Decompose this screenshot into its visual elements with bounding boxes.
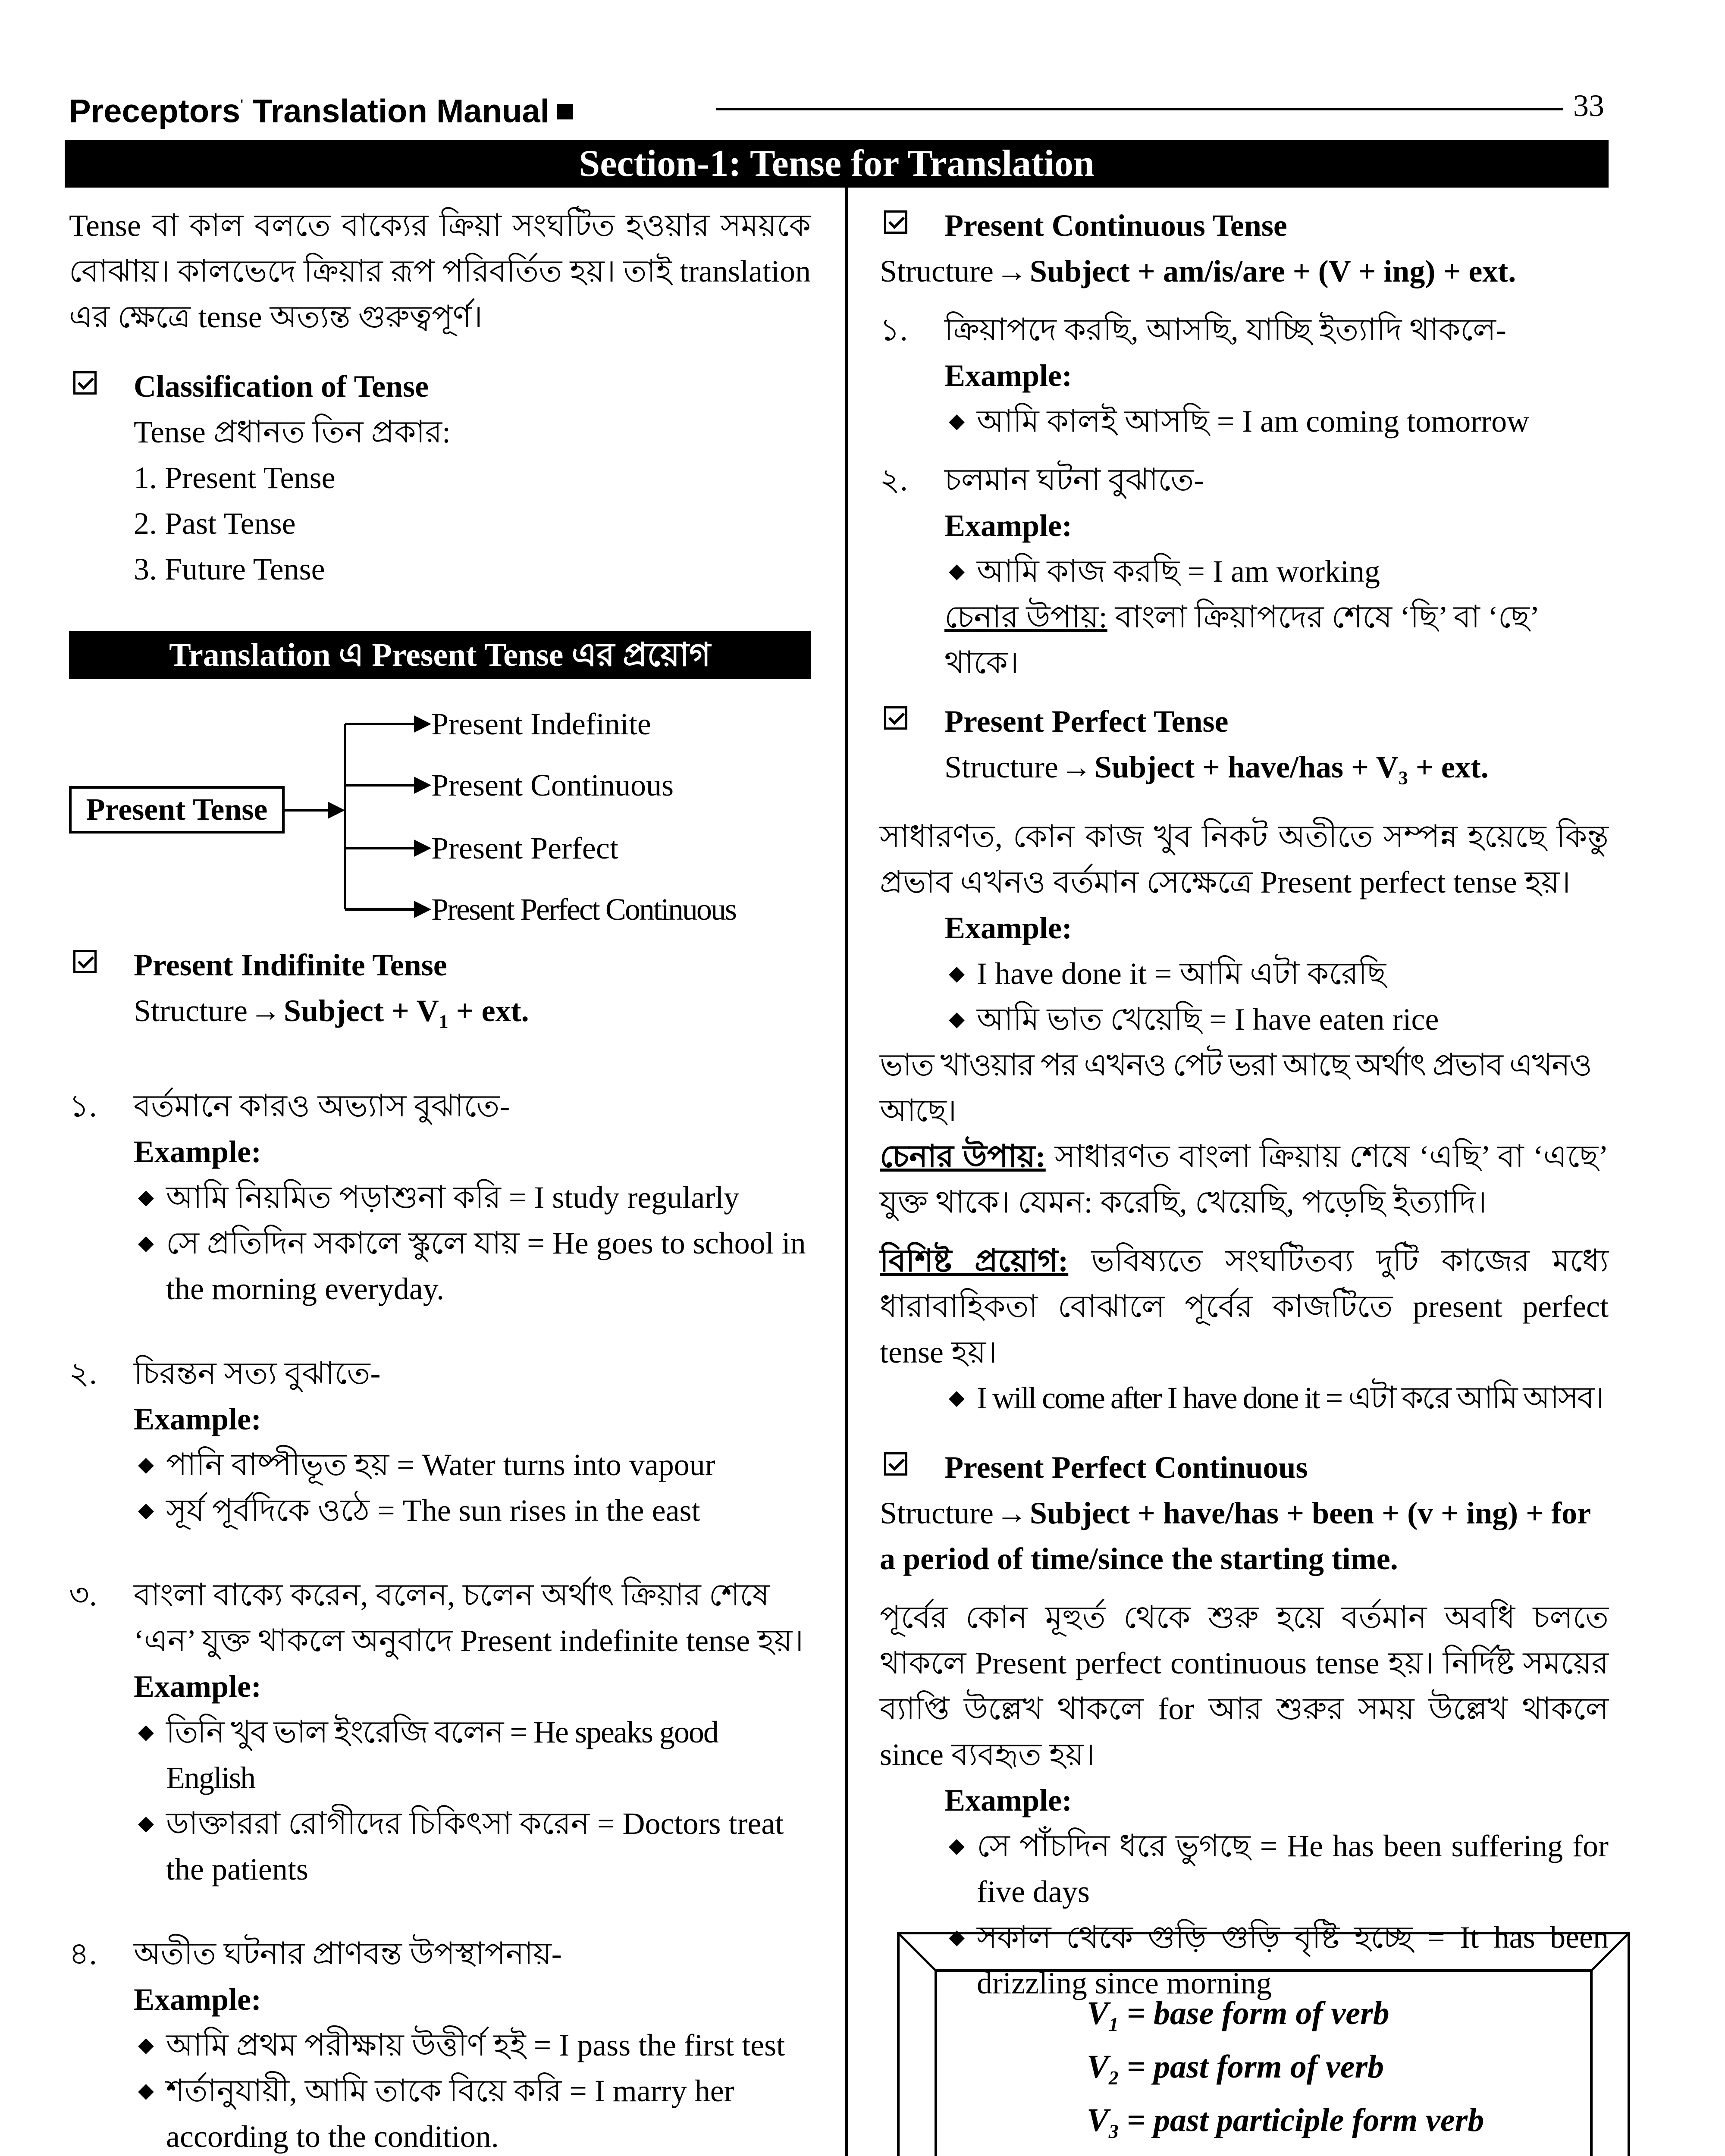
diamond-bullet-icon: ◆ (949, 1008, 965, 1031)
tree-branch-continuous: Present Continuous (431, 768, 674, 802)
structure-label: Structure (134, 993, 248, 1028)
perfect-tip (880, 1134, 1609, 1225)
example-text: শর্তানুযায়ী, আমি তাকে বিয়ে করি = I marry her according to the condition. (166, 2074, 734, 2154)
header-rule (716, 108, 1563, 110)
rule-number: ২. (880, 463, 908, 497)
present-tense-banner: Translation এ Present Tense এর প্রয়োগ (69, 631, 811, 679)
structure-subscript: 1 (439, 1011, 448, 1032)
example-label: Example: (944, 358, 1072, 393)
example-item (69, 2022, 811, 2068)
example-text: আমি কালই আসছি = I am coming tomorrow (977, 404, 1530, 439)
diamond-bullet-icon: ◆ (138, 1186, 154, 1209)
diamond-bullet-icon: ◆ (138, 2034, 154, 2057)
structure-label: Structure (944, 750, 1058, 784)
perfect-note: ভাত খাওয়ার পর এখনও পেট ভরা আছে অর্থাৎ প্রভাব এখনও আছে। (880, 1048, 1591, 1128)
checkbox-checked-icon (73, 950, 97, 973)
right-arrow-icon (414, 715, 431, 733)
left-column (69, 203, 811, 2156)
special-label: বিশিষ্ট প্রয়োগ: (880, 1244, 1069, 1279)
example-label: Example: (944, 1783, 1072, 1818)
indefinite-heading (69, 942, 811, 988)
structure-label: Structure (880, 1496, 994, 1531)
perfect-structure (880, 744, 1609, 801)
rule-text: বাংলা বাক্যে করেন, বলেন, চলেন অর্থাৎ ক্রিয়ার শেষে ‘এন’ যুক্ত থাকলে অনুবাদে Present indefinite tense হয়। (134, 1578, 804, 1658)
legend-definition: = past form of verb (1118, 2049, 1384, 2085)
example-text: আমি কাজ করছি = I am working (977, 554, 1380, 589)
indefinite-rule-1 (69, 1083, 811, 1129)
pp-continuous-heading (880, 1445, 1609, 1490)
example-item (880, 548, 1609, 594)
tree-branch-perfect: Present Perfect (431, 831, 618, 865)
header-title-part2: Translation Manual (243, 93, 549, 130)
rule-number: ১. (69, 1089, 97, 1124)
tree-root: Present Tense (69, 786, 285, 834)
indefinite-heading-text: Present Indifinite Tense (134, 948, 447, 982)
legend-definition: = base form of verb (1118, 1995, 1389, 2031)
diamond-bullet-icon: ◆ (138, 1453, 154, 1476)
structure-formula: Subject + have/has + V (1094, 750, 1399, 784)
example-item (880, 951, 1609, 997)
structure-end: + ext. (448, 993, 529, 1028)
rule-text: চলমান ঘটনা বুঝাতে- (944, 463, 1204, 497)
tip-text: বাংলা ক্রিয়াপদের শেষে ‘ছি’ বা ‘ছে’ থাকে। (944, 600, 1539, 680)
legend-subscript: 3 (1108, 2120, 1119, 2143)
indefinite-rule-4 (69, 1931, 811, 1977)
example-item (69, 2068, 811, 2156)
example-text: সূর্য পূর্বদিকে ওঠে = The sun rises in the east (166, 1493, 700, 1528)
diamond-bullet-icon: ◆ (949, 560, 965, 583)
diamond-bullet-icon: ◆ (138, 1499, 154, 1522)
legend-v2 (1087, 2046, 1484, 2099)
example-item (69, 1442, 811, 1488)
legend-symbol: V (1087, 1995, 1109, 2031)
diamond-bullet-icon: ◆ (949, 962, 965, 985)
legend-definition: = past participle form verb (1118, 2102, 1484, 2139)
diamond-bullet-icon: ◆ (949, 410, 965, 432)
indefinite-rule-2 (69, 1351, 811, 1396)
example-label: Example: (134, 1134, 261, 1169)
header-title-part1: Preceptors (69, 93, 241, 130)
legend-box (897, 1932, 1630, 2156)
rule-text: অতীত ঘটনার প্রাণবন্ত উপস্থাপনায়- (134, 1937, 562, 1971)
structure-formula: Subject + V (283, 993, 439, 1028)
indefinite-structure (69, 988, 811, 1044)
header-title (69, 84, 573, 133)
example-text: সে পাঁচদিন ধরে ভুগছে = He has been suffering for five days (977, 1829, 1609, 1909)
special-text: ভবিষ্যতে সংঘটিতব্য দুটি কাজের মধ্যে ধারাবাহিকতা বোঝালে পূর্বের কাজটিতে present perfect tense হয়। (880, 1244, 1609, 1370)
example-label: Example: (944, 508, 1072, 543)
example-text: আমি প্রথম পরীক্ষায় উত্তীর্ণ হই = I pass the first test (166, 2028, 785, 2063)
diamond-bullet-icon: ◆ (949, 1386, 965, 1410)
diamond-bullet-icon: ◆ (138, 1232, 154, 1255)
example-label: Example: (134, 1669, 261, 1704)
right-arrow-icon: → (250, 993, 281, 1028)
pp-continuous-heading-text: Present Perfect Continuous (944, 1450, 1308, 1485)
structure-label: Structure (880, 254, 994, 288)
pp-continuous-structure (880, 1490, 1609, 1582)
example-item (69, 1801, 811, 1892)
perfect-description: সাধারণত, কোন কাজ খুব নিকট অতীতে সম্পন্ন হয়েছে কিন্তু প্রভাব এখনও বর্তমান সেক্ষেত্রে Present perfect tense হয়। (880, 819, 1609, 900)
diamond-bullet-icon: ◆ (949, 1834, 965, 1858)
example-label: Example: (944, 911, 1072, 946)
classification-heading (69, 364, 811, 409)
legend-v1 (1087, 1992, 1484, 2046)
tense-type-2: 2. Past Tense (134, 506, 296, 541)
continuous-structure (880, 248, 1609, 294)
tip-label: চেনার উপায়: (880, 1139, 1046, 1174)
checkbox-checked-icon (73, 371, 97, 395)
example-text: I will come after I have done it = এটা করে আমি আসব। (977, 1381, 1603, 1416)
example-item (69, 1220, 811, 1312)
structure-formula: Subject + have/has + been + (v + ing) + for a period of time/since the starting time. (880, 1496, 1590, 1576)
rule-number: ২. (69, 1356, 97, 1391)
example-item (69, 1488, 811, 1533)
square-icon (557, 104, 573, 119)
example-label: Example: (134, 1402, 261, 1437)
continuous-heading-text: Present Continuous Tense (944, 208, 1287, 243)
checkbox-checked-icon (884, 210, 907, 234)
example-item (880, 398, 1609, 444)
legend-v3 (1087, 2099, 1484, 2153)
example-item (880, 1823, 1609, 1915)
special-usage (880, 1238, 1609, 1375)
continuous-heading (880, 203, 1609, 248)
example-text: I have done it = আমি এটা করেছি (977, 956, 1386, 991)
example-text: তিনি খুব ভাল ইংরেজি বলেন = He speaks good English (166, 1715, 718, 1796)
continuous-rule-2 (880, 457, 1609, 503)
example-item (880, 997, 1609, 1042)
tip-label: চেনার উপায়: (944, 600, 1107, 634)
pp-continuous-description: পূর্বের কোন মূহুর্ত থেকে শুরু হয়ে বর্তমান অবধি চলতে থাকলে Present perfect continuous tense হয়। নির্দিষ্ট সময়ের ব্যাপ্তি উল্লেখ থাকলে for আর শুরুর সময় উল্লেখ থাকলে since ব্যবহৃত হয়। (880, 1600, 1609, 1772)
diamond-bullet-icon: ◆ (138, 1812, 154, 1835)
right-arrow-icon (328, 802, 345, 819)
structure-subscript: 3 (1398, 767, 1408, 789)
continuous-rule-1 (880, 307, 1609, 353)
header-title-apostrophe: ' (240, 97, 244, 115)
continuous-tip (880, 594, 1609, 686)
example-item (69, 1175, 811, 1220)
classification-intro: Tense প্রধানত তিন প্রকার: (134, 415, 451, 449)
legend-symbol: V (1087, 2102, 1109, 2139)
rule-number: ৩. (69, 1578, 97, 1613)
rule-text: চিরন্তন সত্য বুঝাতে- (134, 1356, 381, 1391)
indefinite-rule-3 (69, 1572, 811, 1664)
example-text: ডাক্তাররা রোগীদের চিকিৎসা করেন = Doctors treat the patients (166, 1806, 784, 1887)
example-text: আমি ভাত খেয়েছি = I have eaten rice (977, 1002, 1439, 1037)
legend-subscript: 1 (1108, 2013, 1119, 2036)
tense-type-1: 1. Present Tense (134, 461, 336, 495)
checkbox-checked-icon (884, 706, 907, 730)
tip-text: সাধারণত বাংলা ক্রিয়ায় শেষে ‘এছি’ বা ‘এছে’ যুক্ত থাকে। যেমন: করেছি, খেয়েছি, পড়েছি ইত্যাদি। (880, 1139, 1609, 1220)
section-title: Section-1: Tense for Translation (65, 140, 1609, 188)
classification-heading-text: Classification of Tense (134, 369, 429, 404)
rule-text: বর্তমানে কারও অভ্যাস বুঝাতে- (134, 1089, 510, 1124)
example-text: আমি নিয়মিত পড়াশুনা করি = I study regularly (166, 1180, 740, 1215)
column-divider (845, 188, 848, 2156)
legend-symbol: V (1087, 2049, 1109, 2085)
right-arrow-icon: → (996, 1496, 1027, 1531)
checkbox-checked-icon (884, 1452, 907, 1476)
tree-branch-perfect-continuous: Present Perfect Continuous (431, 892, 736, 927)
tense-type-3: 3. Future Tense (134, 552, 325, 586)
right-arrow-icon (414, 777, 431, 794)
legend-subscript: 2 (1108, 2067, 1119, 2089)
page-number: 33 (1573, 88, 1604, 123)
intro-paragraph: Tense বা কাল বলতে বাক্যের ক্রিয়া সংঘটিত হওয়ার সময়কে বোঝায়। কালভেদে ক্রিয়ার রূপ পরিবর্তিত হয়। তাই translation এর ক্ষেত্রে tense অত্যন্ত গুরুত্বপূর্ণ। (69, 208, 811, 334)
example-item (69, 1709, 811, 1801)
right-arrow-icon (414, 901, 431, 918)
example-text: সে প্রতিদিন সকালে স্কুলে যায় = He goes to school in the morning everyday. (166, 1226, 806, 1307)
right-column (880, 203, 1609, 2006)
example-text: পানি বাষ্পীভূত হয় = Water turns into vapour (166, 1448, 715, 1482)
example-label: Example: (134, 1982, 261, 2017)
example-item (880, 1375, 1609, 1421)
right-arrow-icon: → (1060, 750, 1092, 784)
diamond-bullet-icon: ◆ (138, 2079, 154, 2103)
structure-end: + ext. (1408, 750, 1489, 784)
diamond-bullet-icon: ◆ (138, 1720, 154, 1744)
rule-text: ক্রিয়াপদে করছি, আসছি, যাচ্ছি ইত্যাদি থাকলে- (944, 313, 1506, 347)
page-header (69, 84, 1604, 132)
perfect-heading-text: Present Perfect Tense (944, 704, 1229, 739)
tree-branch-indefinite: Present Indefinite (431, 707, 651, 741)
present-tense-tree (69, 701, 811, 942)
right-arrow-icon: → (996, 254, 1027, 288)
diamond-bullet-icon: ◆ (949, 1926, 965, 1949)
example-text: সকাল থেকে গুড়ি গুড়ি বৃষ্টি হচ্ছে = It has been drizzling since morning (977, 1920, 1609, 2001)
perfect-heading (880, 699, 1609, 744)
structure-formula: Subject + am/is/are + (V + ing) + ext. (1029, 254, 1516, 288)
legend-ext (1087, 2153, 1484, 2156)
right-arrow-icon (414, 840, 431, 857)
rule-number: ৪. (69, 1937, 97, 1971)
rule-number: ১. (880, 313, 908, 347)
legend-text (1087, 1992, 1484, 2156)
